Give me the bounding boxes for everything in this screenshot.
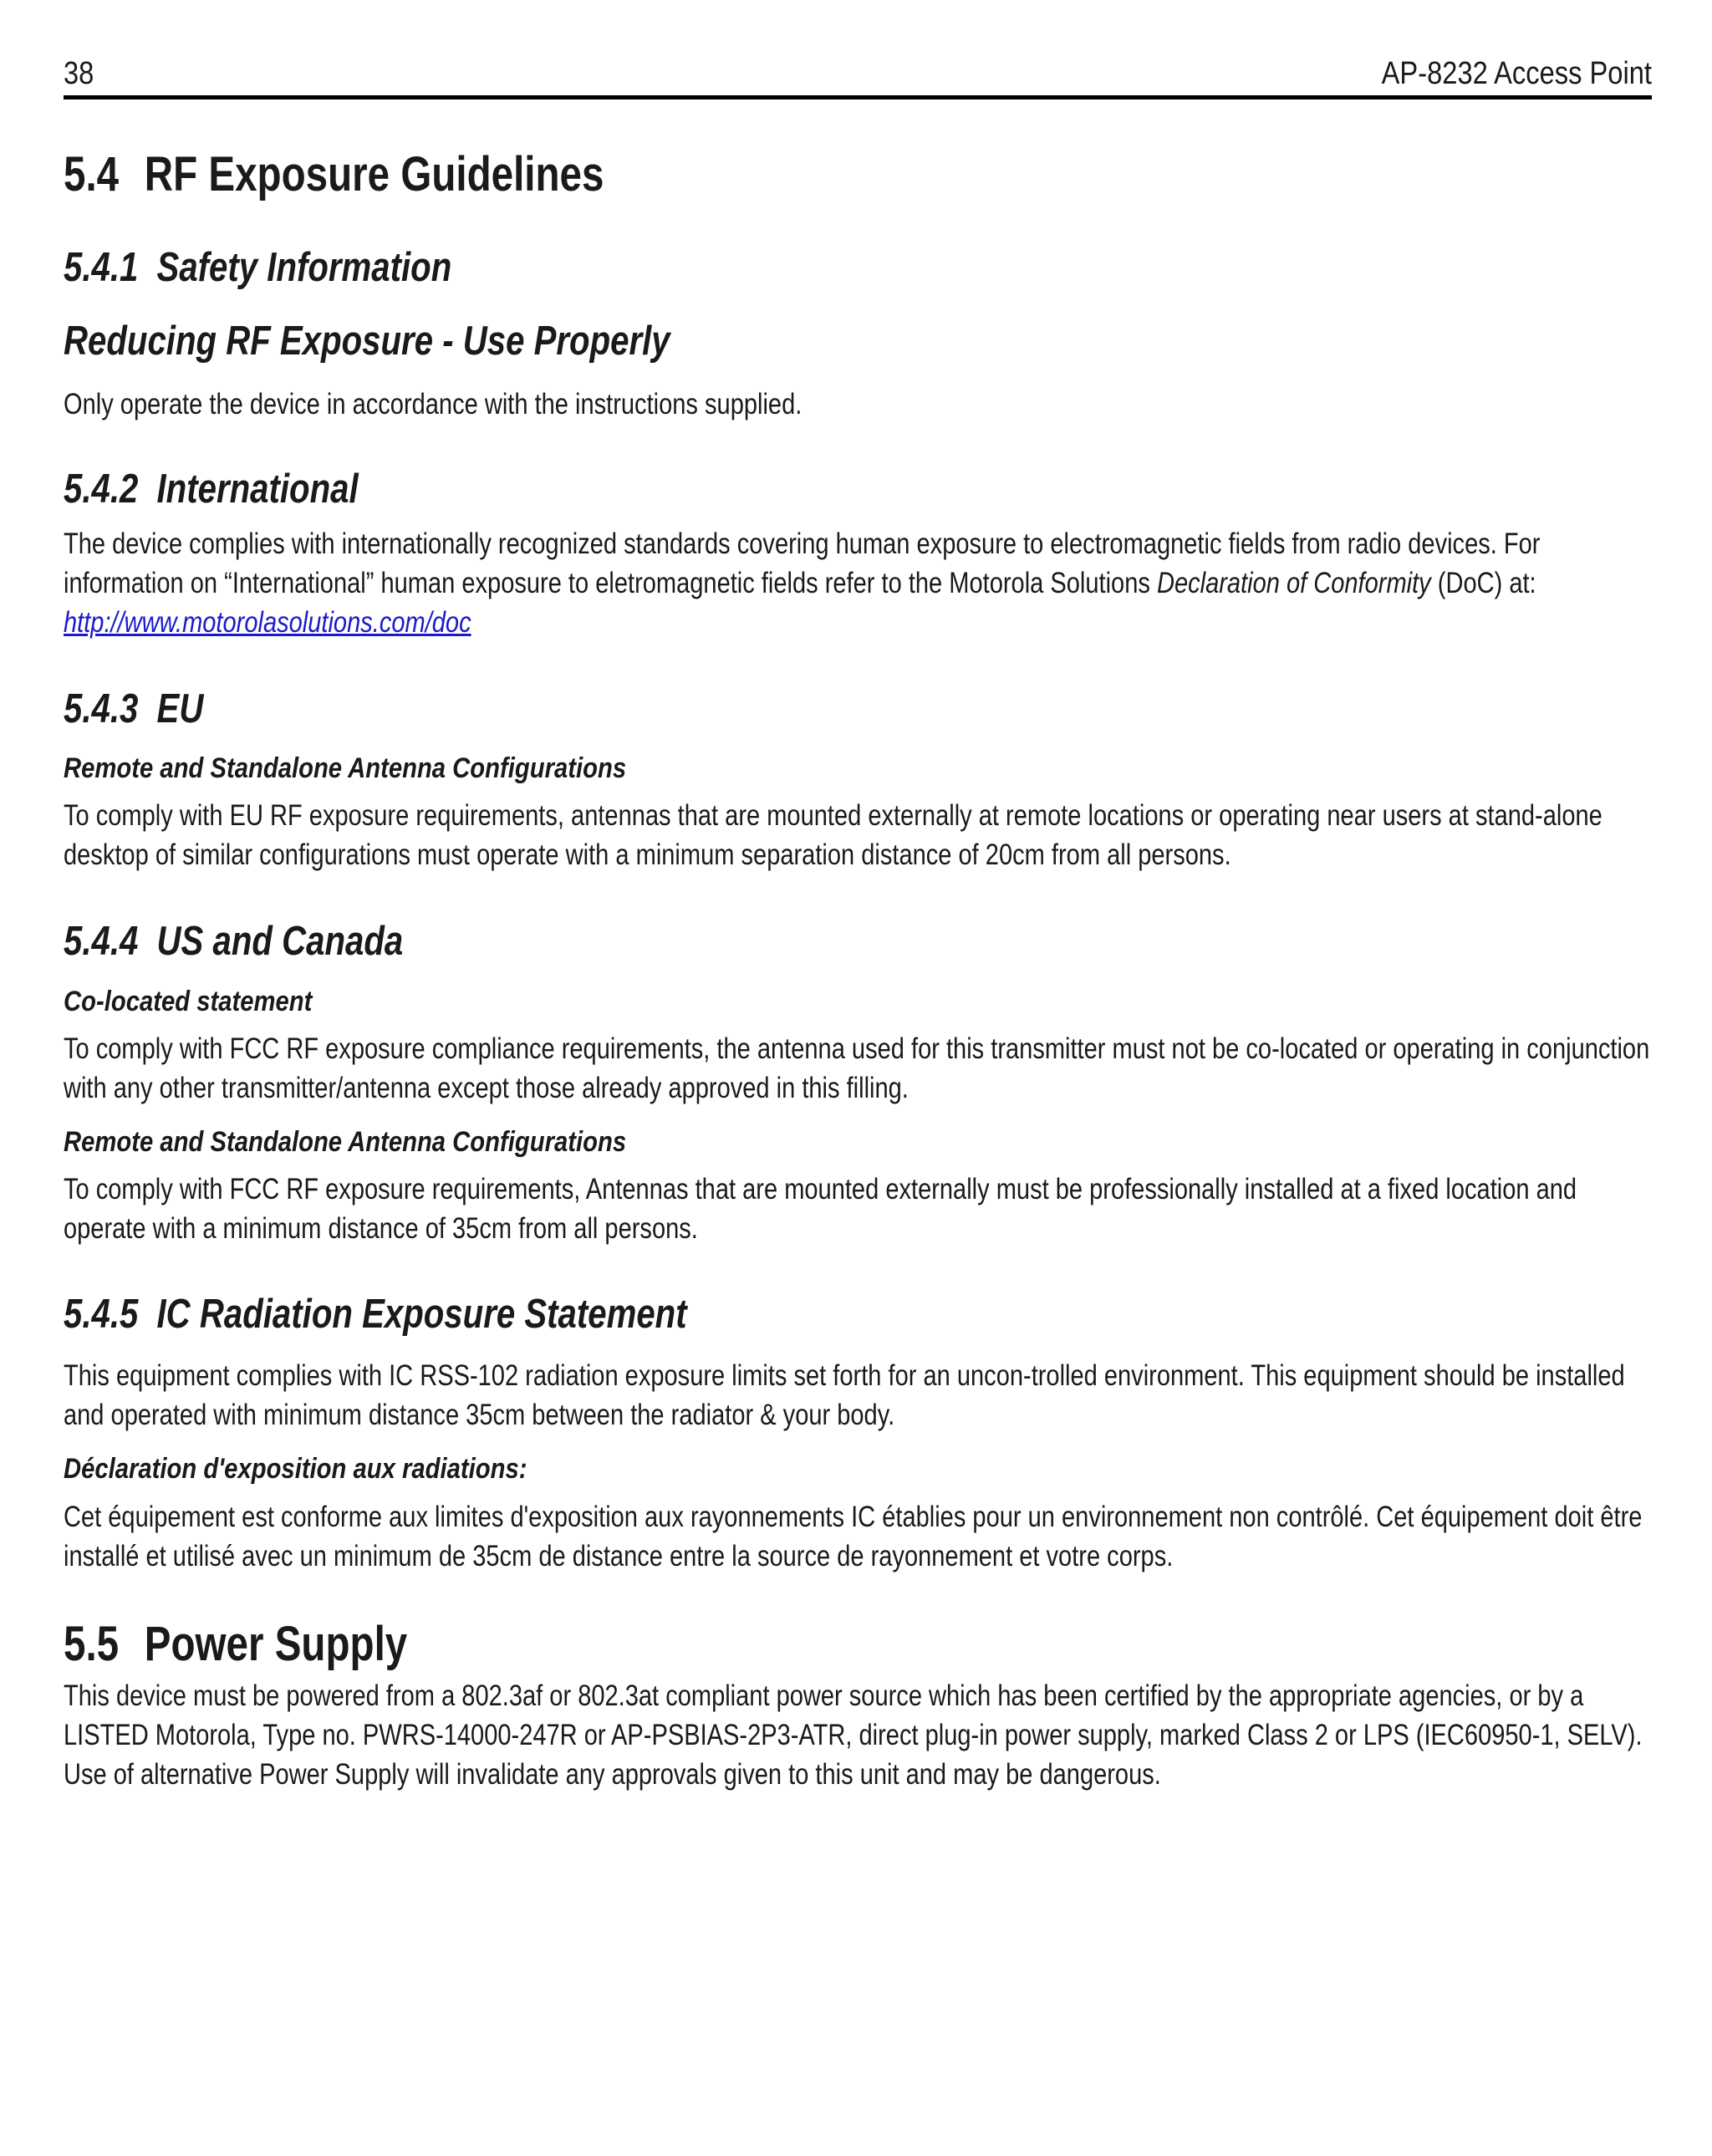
section-title: Power Supply (144, 1617, 408, 1671)
section-number: 5.4.2 (64, 466, 139, 512)
paragraph-fcc: To comply with FCC RF exposure requirements, Antennas that are mounted externally must be professionally installed at a fixed location and operate with a minimum distance of 35cm from all persons. (64, 1173, 1577, 1245)
paragraph-safety-information: Only operate the device in accordance with the instructions supplied. (64, 388, 802, 420)
section-title: International (156, 466, 359, 512)
section-title: US and Canada (156, 919, 404, 964)
section-heading-5-4-5 (64, 1291, 1366, 1338)
subheading-remote-standalone-fcc: Remote and Standalone Antenna Configurations (64, 1126, 627, 1158)
section-heading-5-5 (64, 1618, 1366, 1671)
subheading-co-located: Co-located statement (64, 986, 313, 1017)
paragraph-co-located: To comply with FCC RF exposure compliance requirements, the antenna used for this transmitter must not be co-located or operating in conjunction with any other transmitter/antenna except those already approved in this filling. (64, 1032, 1650, 1104)
subheading-reducing-rf-exposure: Reducing RF Exposure - Use Properly (64, 319, 670, 364)
paragraph-text: (DoC) at: (1430, 567, 1536, 599)
page-header (64, 52, 1652, 99)
subheading-declaration: Déclaration d'exposition aux radiations: (64, 1453, 527, 1485)
paragraph-power-supply: This device must be powered from a 802.3af or 802.3at compliant power source which has been certified by the appropriate agencies, or by a LISTED Motorola, Type no. PWRS-14000-247R or AP-PSBIAS-2P3-ATR, direct plug-in power supply, marked Class 2 or LPS (IEC60950-1, SELV). Use of alternative Power Supply will invalidate any approvals given to this unit and may be dangerous. (64, 1679, 1643, 1791)
section-number: 5.4.5 (64, 1292, 139, 1337)
section-number: 5.4.1 (64, 245, 139, 290)
section-heading-5-4-4 (64, 918, 1366, 965)
doc-link[interactable]: http://www.motorolasolutions.com/doc (64, 606, 471, 639)
document-title: AP-8232 Access Point (1381, 56, 1652, 91)
section-heading-5-4-1 (64, 244, 1366, 291)
section-heading-5-4 (64, 148, 1366, 201)
section-number: 5.5 (64, 1617, 120, 1671)
section-number: 5.4.4 (64, 919, 139, 964)
section-heading-5-4-2 (64, 466, 1366, 512)
section-title: EU (156, 686, 204, 731)
section-title: IC Radiation Exposure Statement (156, 1292, 687, 1337)
subheading-remote-standalone-eu: Remote and Standalone Antenna Configurations (64, 752, 627, 784)
page-number: 38 (64, 56, 94, 91)
paragraph-declaration: Cet équipement est conforme aux limites d'exposition aux rayonnements IC établies pour un environnement non contrôlé. Cet équipement doit être installé et utilisé avec un minimum de 35cm de distance entre la source de rayonnement et votre corps. (64, 1501, 1643, 1572)
section-number: 5.4.3 (64, 686, 139, 731)
paragraph-international (64, 524, 1653, 642)
section-heading-5-4-3 (64, 686, 1366, 732)
section-number: 5.4 (64, 147, 120, 201)
doc-name: Declaration of Conformity (1156, 567, 1431, 599)
section-title: RF Exposure Guidelines (144, 147, 604, 201)
section-title: Safety Information (156, 245, 452, 290)
paragraph-text: The device complies with internationally recognized standards covering human exposure to electromagnetic fields from radio devices. For information on “International” human exposure to eletromagnetic fields refer to the Motorola Solutions (64, 528, 1541, 599)
paragraph-eu: To comply with EU RF exposure requirements, antennas that are mounted externally at remote locations or operating near users at stand-alone desktop of similar configurations must operate with a minimum separation distance of 20cm from all persons. (64, 799, 1602, 871)
paragraph-ic-statement: This equipment complies with IC RSS-102 radiation exposure limits set forth for an uncon-trolled environment. This equipment should be installed and operated with minimum distance 35cm between the radiator & your body. (64, 1359, 1625, 1431)
